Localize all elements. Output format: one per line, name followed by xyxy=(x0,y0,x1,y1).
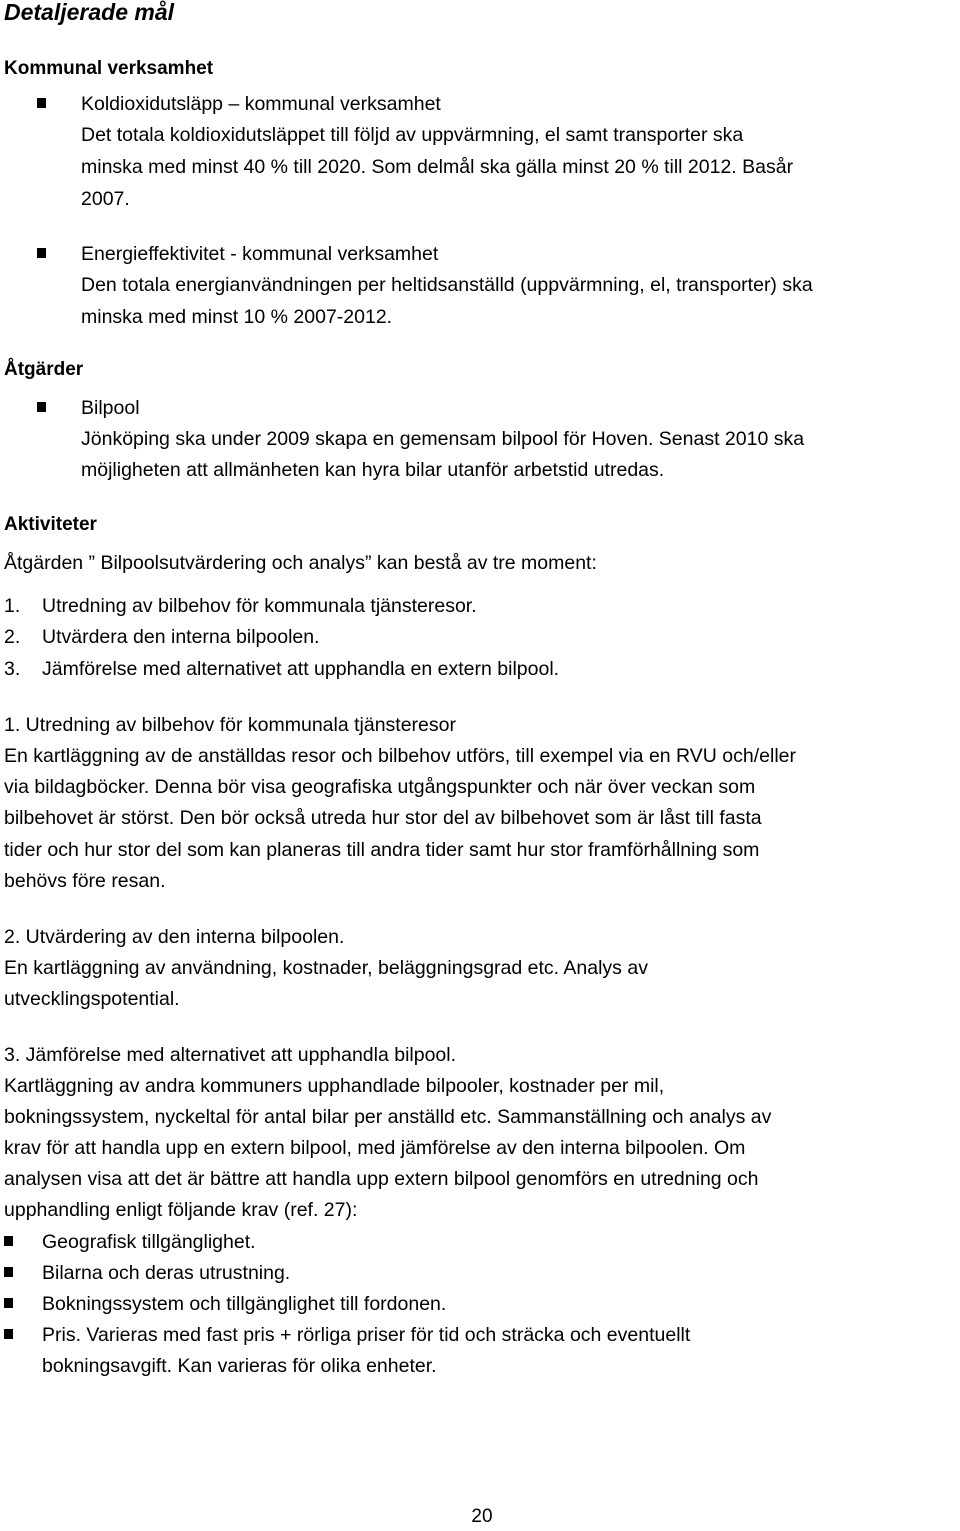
goal-text-line: minska med minst 40 % till 2020. Som delmål ska gälla minst 20 % till 2012. Basår xyxy=(81,156,794,178)
numbered-item-text: Utvärdera den interna bilpoolen. xyxy=(42,626,320,648)
measure-text-line: Jönköping ska under 2009 skapa en gemensam bilpool för Hoven. Senast 2010 ska xyxy=(81,428,805,450)
section-heading-aktiviteter: Aktiviteter xyxy=(4,514,97,535)
block-text-line: upphandling enligt följande krav (ref. 27): xyxy=(4,1199,358,1221)
numbered-item-text: Utredning av bilbehov för kommunala tjänsteresor. xyxy=(42,595,477,617)
page-number: 20 xyxy=(471,1506,493,1527)
requirement-item: Pris. Varieras med fast pris + rörliga priser för tid och sträcka och eventuellt xyxy=(42,1324,691,1346)
measure-text-line: möjligheten att allmänheten kan hyra bilar utanför arbetstid utredas. xyxy=(81,459,665,481)
block-heading: 1. Utredning av bilbehov för kommunala tjänsteresor xyxy=(4,714,456,736)
block-text-line: analysen visa att det är bättre att handla upp extern bilpool genomförs en utredning och xyxy=(4,1168,759,1190)
requirement-item: Bilarna och deras utrustning. xyxy=(42,1262,291,1284)
numbered-item-number: 2. xyxy=(4,626,21,648)
numbered-item-text: Jämförelse med alternativet att upphandla en extern bilpool. xyxy=(42,658,560,680)
block-text-line: behövs före resan. xyxy=(4,870,166,892)
block-heading: 2. Utvärdering av den interna bilpoolen. xyxy=(4,926,345,948)
goal-text-line: Det totala koldioxidutsläppet till följd av uppvärmning, el samt transporter ska xyxy=(81,124,744,146)
square-bullet-icon xyxy=(37,248,46,258)
block-text-line: bilbehovet är störst. Den bör också utreda hur stor del av bilbehovet som är låst till fasta xyxy=(4,807,762,829)
requirement-item: Bokningssystem och tillgänglighet till fordonen. xyxy=(42,1293,447,1315)
activities-intro: Åtgärden ” Bilpoolsutvärdering och analys” kan bestå av tre moment: xyxy=(4,552,597,574)
goal-text-line: 2007. xyxy=(81,188,130,210)
block-text-line: En kartläggning av användning, kostnader, beläggningsgrad etc. Analys av xyxy=(4,957,648,979)
block-heading: 3. Jämförelse med alternativet att upphandla bilpool. xyxy=(4,1044,457,1066)
measure-title: Bilpool xyxy=(81,397,140,419)
numbered-item-number: 1. xyxy=(4,595,21,617)
page-title: Detaljerade mål xyxy=(4,0,175,25)
square-bullet-icon xyxy=(4,1236,13,1246)
block-text-line: Kartläggning av andra kommuners upphandlade bilpooler, kostnader per mil, xyxy=(4,1075,665,1097)
square-bullet-icon xyxy=(37,98,46,108)
square-bullet-icon xyxy=(4,1267,13,1277)
numbered-item-number: 3. xyxy=(4,658,21,680)
block-text-line: tider och hur stor del som kan planeras till andra tider samt hur stor framförhållning som xyxy=(4,839,760,861)
goal-text-line: minska med minst 10 % 2007-2012. xyxy=(81,306,393,328)
block-text-line: bokningssystem, nyckeltal för antal bilar per anställd etc. Sammanställning och analys av xyxy=(4,1106,772,1128)
square-bullet-icon xyxy=(37,402,46,412)
square-bullet-icon xyxy=(4,1298,13,1308)
block-text-line: via bildagböcker. Denna bör visa geografiska utgångspunkter och när över veckan som xyxy=(4,776,756,798)
goal-text-line: Den totala energianvändningen per heltidsanställd (uppvärmning, el, transporter) ska xyxy=(81,274,813,296)
goal-title: Energieffektivitet - kommunal verksamhet xyxy=(81,243,439,265)
square-bullet-icon xyxy=(4,1329,13,1339)
section-heading-atgarder: Åtgärder xyxy=(4,359,84,380)
requirement-item-continued: bokningsavgift. Kan varieras för olika enheter. xyxy=(42,1355,437,1377)
requirement-item: Geografisk tillgänglighet. xyxy=(42,1231,256,1253)
section-heading-kommunal: Kommunal verksamhet xyxy=(4,58,214,79)
block-text-line: utvecklingspotential. xyxy=(4,988,180,1010)
goal-title: Koldioxidutsläpp – kommunal verksamhet xyxy=(81,93,441,115)
block-text-line: En kartläggning av de anställdas resor och bilbehov utförs, till exempel via en RVU och/eller xyxy=(4,745,796,767)
block-text-line: krav för att handla upp en extern bilpool, med jämförelse av den interna bilpoolen. Om xyxy=(4,1137,746,1159)
